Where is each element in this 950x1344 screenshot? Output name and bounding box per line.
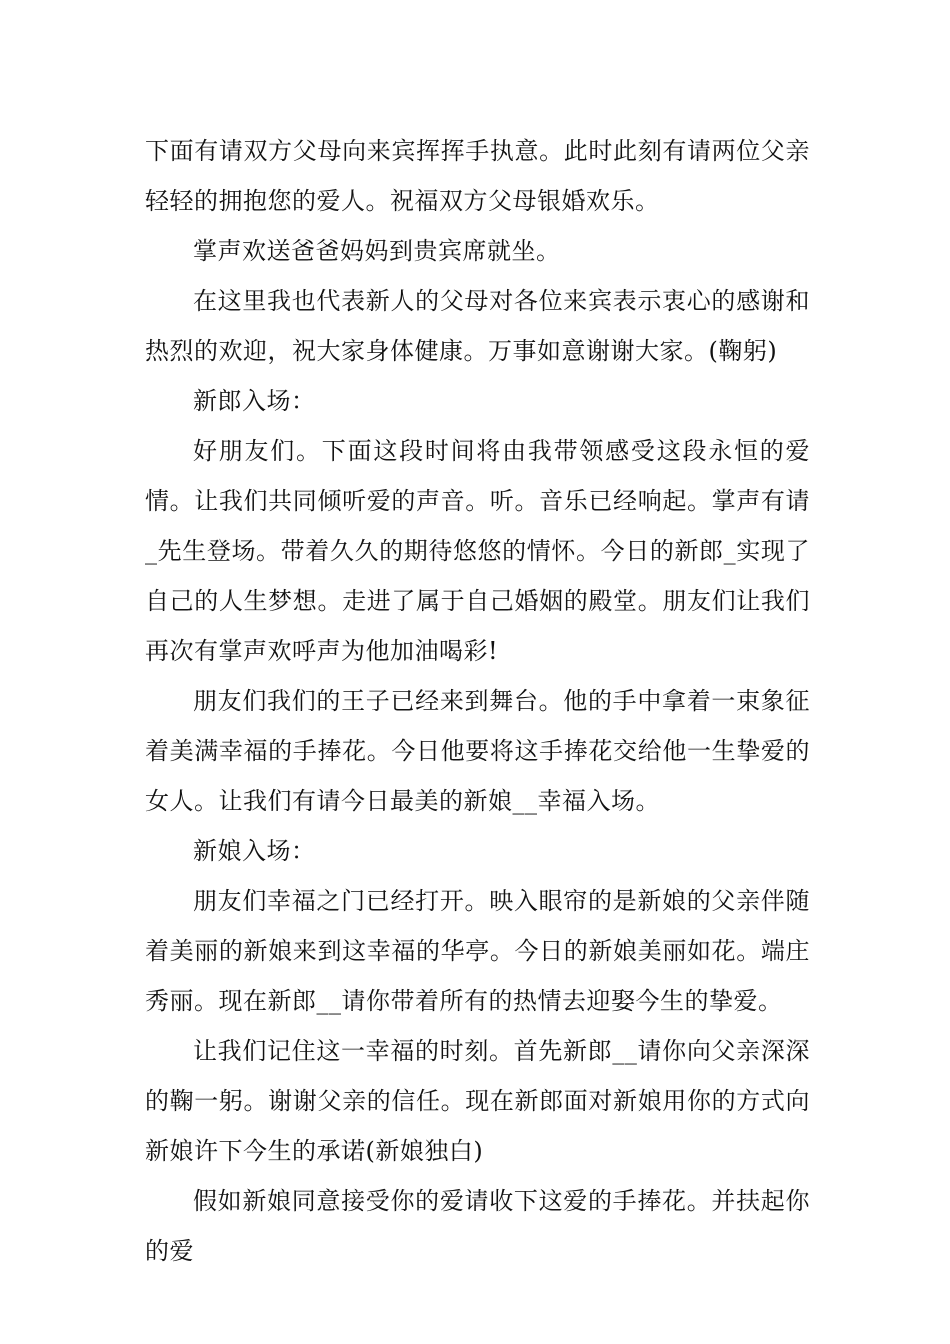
- paragraph-thanks-guests: 在这里我也代表新人的父母对各位来宾表示衷心的感谢和热烈的欢迎，祝大家身体健康。万事如意谢谢大家。(鞠躬): [145, 287, 810, 365]
- paragraph-prince-bouquet: 朋友们我们的王子已经来到舞台。他的手中拿着一束象征着美满幸福的手捧花。今日他要将这手捧花交给他一生挚爱的女人。让我们有请今日最美的新娘__幸福入场。: [145, 687, 810, 815]
- document-body: [145, 126, 810, 1276]
- paragraph-groom-bows: 让我们记住这一幸福的时刻。首先新郎__请你向父亲深深的鞠一躬。谢谢父亲的信任。现在新郎面对新娘用你的方式向新娘许下今生的承诺(新娘独白): [145, 1037, 810, 1165]
- paragraph-groom-intro: 好朋友们。下面这段时间将由我带领感受这段永恒的爱情。让我们共同倾听爱的声音。听。音乐已经响起。掌声有请_先生登场。带着久久的期待悠悠的情怀。今日的新郎_实现了自己的人生梦想。走进了属于自己婚姻的殿堂。朋友们让我们再次有掌声欢呼声为他加油喝彩!: [145, 437, 810, 665]
- paragraph-accept-bouquet: 假如新娘同意接受你的爱请收下这爱的手捧花。并扶起你的爱: [145, 1187, 810, 1265]
- paragraph-parents-embrace: 下面有请双方父母向来宾挥挥手执意。此时此刻有请两位父亲轻轻的拥抱您的爱人。祝福双方父母银婚欢乐。: [145, 137, 810, 215]
- heading-groom-entrance: 新郎入场：: [193, 387, 316, 415]
- paragraph-applause-seating: 掌声欢送爸爸妈妈到贵宾席就坐。: [193, 237, 561, 265]
- paragraph-bride-intro: 朋友们幸福之门已经打开。映入眼帘的是新娘的父亲伴随着美丽的新娘来到这幸福的华亭。今日的新娘美丽如花。端庄秀丽。现在新郎__请你带着所有的热情去迎娶今生的挚爱。: [145, 887, 810, 1015]
- heading-bride-entrance: 新娘入场：: [193, 837, 316, 865]
